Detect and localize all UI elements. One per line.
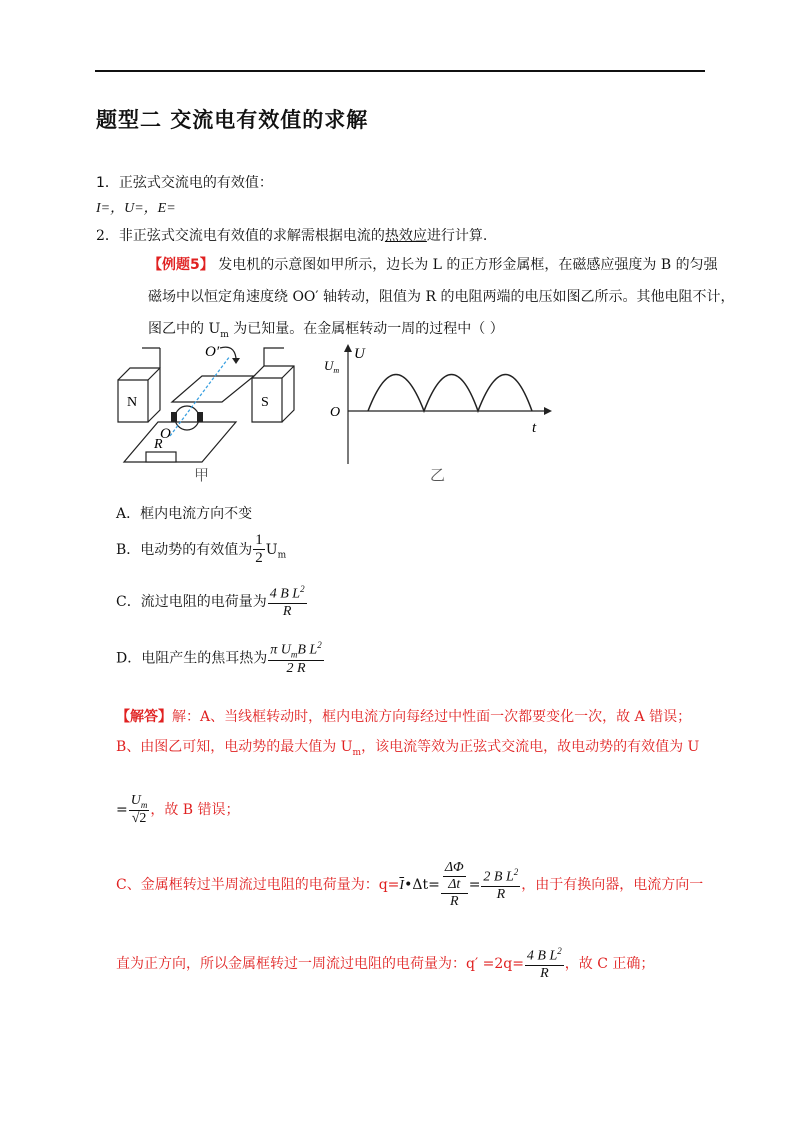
fraction-den: √2 [131,811,147,827]
fraction-num: 4 B $L^2$ [525,946,564,966]
answer-l2-sub: m [352,747,362,758]
inner-den: Δt [448,877,461,893]
fraction-den: R [449,894,459,910]
answer-l4-dt: •Δt [404,877,429,894]
answer-l3-post: ，故 B 错误； [150,802,240,819]
fraction-inner [443,860,466,893]
figure-yi [318,340,558,490]
voltage-curve [368,375,532,412]
answer-line-4 [116,860,703,910]
answer-l4-i: $\overline{I}$ [399,878,405,894]
option-c [116,584,308,620]
answer-l4-eq2: = [468,877,481,894]
item-2-underlined: 热效应 [384,228,427,244]
option-c-pre: C．流过电阻的电荷量为 [116,593,267,610]
fraction-heat [268,640,323,677]
axis-y-label: U [354,346,365,362]
example-line-2: 磁场中以恒定角速度绕 OO′ 轴转动，阻值为 R 的电阻两端的电压如图乙所示。其他电阻不计， [148,289,735,305]
example-line-3-post: 为已知量。在金属框转动一周的过程中（ ） [228,321,504,337]
fraction-den: R [282,603,292,619]
origin-label: O [330,405,341,420]
option-d-pre: D．电阻产生的焦耳热为 [116,650,268,667]
fraction-charge [268,584,307,620]
example-line-3 [148,318,504,340]
inner-num: ΔΦ [443,860,466,877]
header-rule [95,70,705,72]
caption-yi: 乙 [430,468,446,484]
answer-l2-pre: B、由图乙可知，电动势的最大值为 U [116,739,353,755]
label-o-prime: O′ [205,344,220,360]
example-tag: 【例题5】 [148,257,214,273]
label-r: R [154,437,163,452]
axis-x-label: t [532,420,537,436]
fraction-num: π $U_mB$ $L^2$ [270,640,322,660]
answer-line-5 [116,946,654,982]
fraction-half-charge [481,867,520,903]
fraction-num [441,860,468,894]
magnet-n [118,348,160,422]
fraction-den: 2 [255,550,263,567]
fraction-complex [441,860,468,910]
example-line-1 [148,254,718,274]
commutator [175,406,199,430]
example-text-1: 发电机的示意图如甲所示，边长为 L 的正方形金属框，在磁感应强度为 B 的匀强 [218,257,718,273]
item-2-post: 进行计算. [426,228,488,244]
fraction-num: 2 B $L^2$ [481,867,520,887]
label-s: S [261,395,269,410]
item-1-formulas: I=，U=，E= [96,201,176,216]
label-n: N [127,395,138,410]
option-a: A．框内电流方向不变 [116,506,253,522]
fraction-den: R [496,886,506,902]
fraction-rms [129,793,150,827]
fraction-den: 2 R [286,660,306,676]
answer-l5-post: ，故 C 正确； [564,955,655,972]
answer-line-3 [116,793,240,827]
answer-line-1 [116,706,691,726]
option-b-pre: B．电动势的有效值为 [116,541,253,558]
item-1: 1．正弦式交流电的有效值： [96,175,273,191]
fraction-num: $U_m$ [130,793,148,810]
answer-l2-post: ，该电流等效为正弦式交流电，故电动势的有效值为 U [361,739,700,755]
answer-tag: 【解答】 [116,709,172,725]
fraction-den: R [540,965,549,981]
fraction-num: 4 B $L^2$ [268,584,307,604]
option-b-post: U [265,541,278,558]
label-o: O [160,426,171,442]
item-2 [96,225,487,245]
answer-l3-eq: = [116,802,128,819]
section-title: 题型二 交流电有效值的求解 [96,108,369,132]
magnet-s [252,348,294,422]
coil-frame [172,376,254,402]
example-line-3-sub: m [220,329,229,340]
option-d [116,640,325,677]
answer-l5-pre: 直为正方向，所以金属框转过一周流过电阻的电荷量为：q′ =2q= [116,955,524,972]
option-b-sub: m [277,550,287,561]
fraction-full-charge [525,946,564,982]
um-label: $U_m$ [324,358,340,375]
caption-jia: 甲 [194,468,210,484]
figure-jia [112,340,302,485]
fraction-half [253,532,265,568]
answer-l4-pre: C、金属框转过半周流过电阻的电荷量为：q= [116,877,400,894]
answer-l4-post: ，由于有换向器，电流方向一 [521,877,704,894]
answer-text-1: 解：A、当线框转动时，框内电流方向每经过中性面一次都要变化一次，故 A 错误； [172,709,692,725]
option-b [116,532,286,568]
resistor [146,452,176,462]
answer-l4-eq1: = [428,877,440,894]
fraction-num: 1 [253,532,265,550]
answer-line-2 [116,736,699,758]
example-line-3-pre: 图乙中的 U [148,321,221,337]
item-2-pre: 2．非正弦式交流电有效值的求解需根据电流的 [96,228,385,244]
